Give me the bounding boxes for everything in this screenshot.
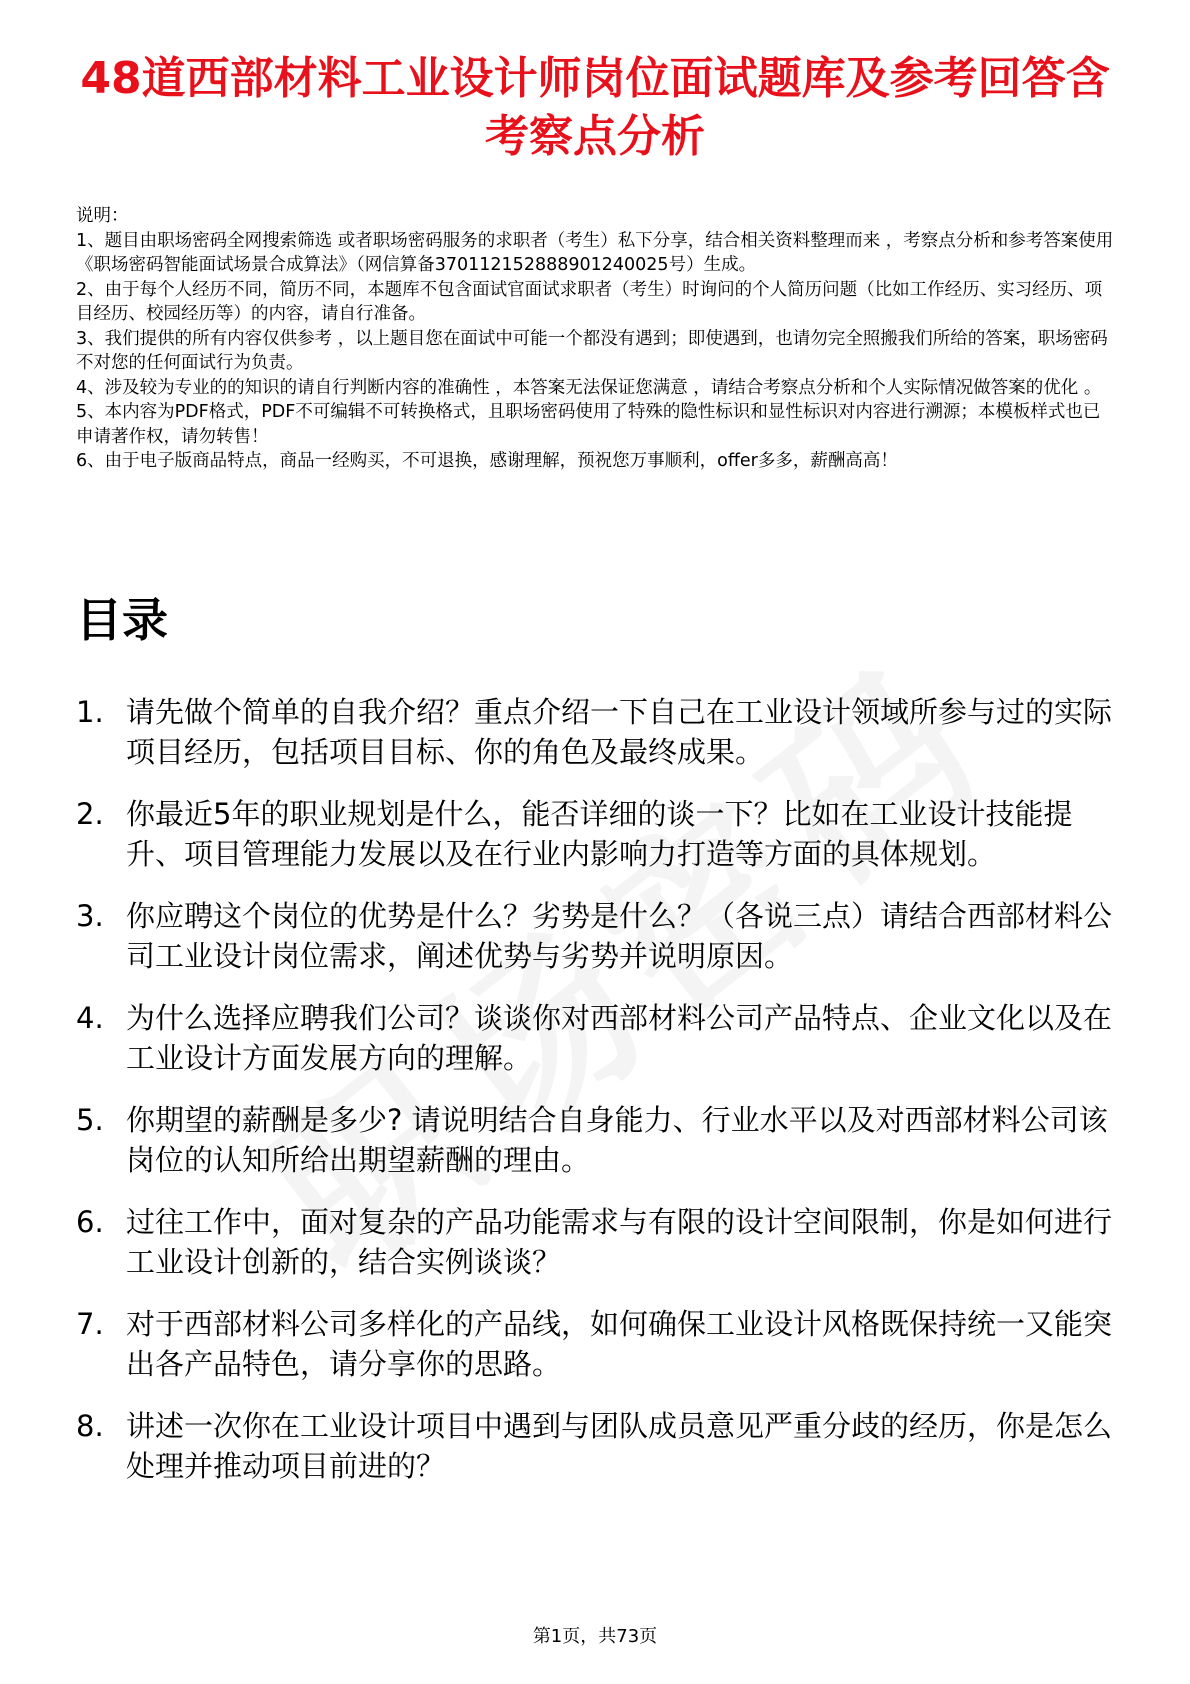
page-footer: 第1页，共73页 (532, 1626, 658, 1647)
toc-item-text: 讲述一次你在工业设计项目中遇到与团队成员意见严重分歧的经历，你是怎么处理并推动项目前进的？ (126, 1409, 1113, 1483)
toc-item-number: 7. (76, 1307, 104, 1341)
toc-item-number: 8. (76, 1409, 104, 1443)
notes-item: 6、由于电子版商品特点，商品一经购买，不可退换，感谢理解，预祝您万事顺利，offer多多，薪酬高高！ (76, 451, 898, 471)
toc-item-text: 对于西部材料公司多样化的产品线，如何确保工业设计风格既保持统一又能突出各产品特色，请分享你的思路。 (126, 1307, 1113, 1381)
toc-item[interactable] (76, 692, 1126, 772)
notes-section (76, 204, 1116, 474)
document-title: 48道西部材料工业设计师岗位面试题库及参考回答含考察点分析 (80, 53, 1110, 162)
toc-item-text: 你应聘这个岗位的优势是什么？劣势是什么？（各说三点）请结合西部材料公司工业设计岗位需求，阐述优势与劣势并说明原因。 (126, 899, 1113, 973)
toc-item-text: 你期望的薪酬是多少? 请说明结合自身能力、行业水平以及对西部材料公司该岗位的认知所给出期望薪酬的理由。 (126, 1103, 1108, 1177)
toc-item-text: 过往工作中，面对复杂的产品功能需求与有限的设计空间限制，你是如何进行工业设计创新的，结合实例谈谈？ (126, 1205, 1113, 1279)
toc-item-number: 4. (76, 1001, 104, 1035)
toc-item[interactable] (76, 896, 1126, 976)
toc-item-text: 请先做个简单的自我介绍？重点介绍一下自己在工业设计领域所参与过的实际项目经历，包括项目目标、你的角色及最终成果。 (126, 695, 1113, 769)
toc-item-number: 5. (76, 1103, 104, 1137)
toc-item-number: 3. (76, 899, 104, 933)
toc-heading: 目录 (76, 593, 168, 647)
toc-item[interactable] (76, 1202, 1126, 1282)
notes-item: 2、由于每个人经历不同，简历不同，本题库不包含面试官面试求职者（考生）时询问的个人简历问题（比如工作经历、实习经历、项目经历、校园经历等）的内容，请自行准备。 (76, 279, 1103, 324)
toc-item[interactable] (76, 794, 1126, 874)
toc-item-number: 6. (76, 1205, 104, 1239)
notes-heading: 说明： (76, 206, 129, 226)
toc-item[interactable] (76, 998, 1126, 1078)
toc-item[interactable] (76, 1304, 1126, 1384)
notes-item: 4、涉及较为专业的的知识的请自行判断内容的准确性 ，本答案无法保证您满意 ，请结合考察点分析和个人实际情况做答案的优化 。 (76, 377, 1102, 398)
toc-item-text: 你最近5年的职业规划是什么，能否详细的谈一下？比如在工业设计技能提升、项目管理能力发展以及在行业内影响力打造等方面的具体规划。 (126, 797, 1073, 871)
toc-item[interactable] (76, 1100, 1126, 1180)
toc-item[interactable] (76, 1406, 1126, 1486)
toc-list (76, 692, 1126, 1508)
notes-item: 1、题目由职场密码全网搜索筛选 或者职场密码服务的求职者（考生）私下分享，结合相关资料整理而来 ，考察点分析和参考答案使用《职场密码智能面试场景合成算法》（网信算备370112152888901240025号）生成。 (76, 230, 1114, 275)
toc-item-number: 1. (76, 695, 104, 729)
toc-item-text: 为什么选择应聘我们公司？谈谈你对西部材料公司产品特点、企业文化以及在工业设计方面发展方向的理解。 (126, 1001, 1113, 1075)
toc-item-number: 2. (76, 797, 104, 831)
notes-item: 5、本内容为PDF格式，PDF不可编辑不可转换格式，且职场密码使用了特殊的隐性标识和显性标识对内容进行溯源；本模板样式也已申请著作权，请勿转售！ (76, 402, 1101, 447)
notes-item: 3、我们提供的所有内容仅供参考 ，以上题目您在面试中可能一个都没有遇到；即使遇到，也请勿完全照搬我们所给的答案，职场密码不对您的任何面试行为负责。 (76, 328, 1108, 373)
